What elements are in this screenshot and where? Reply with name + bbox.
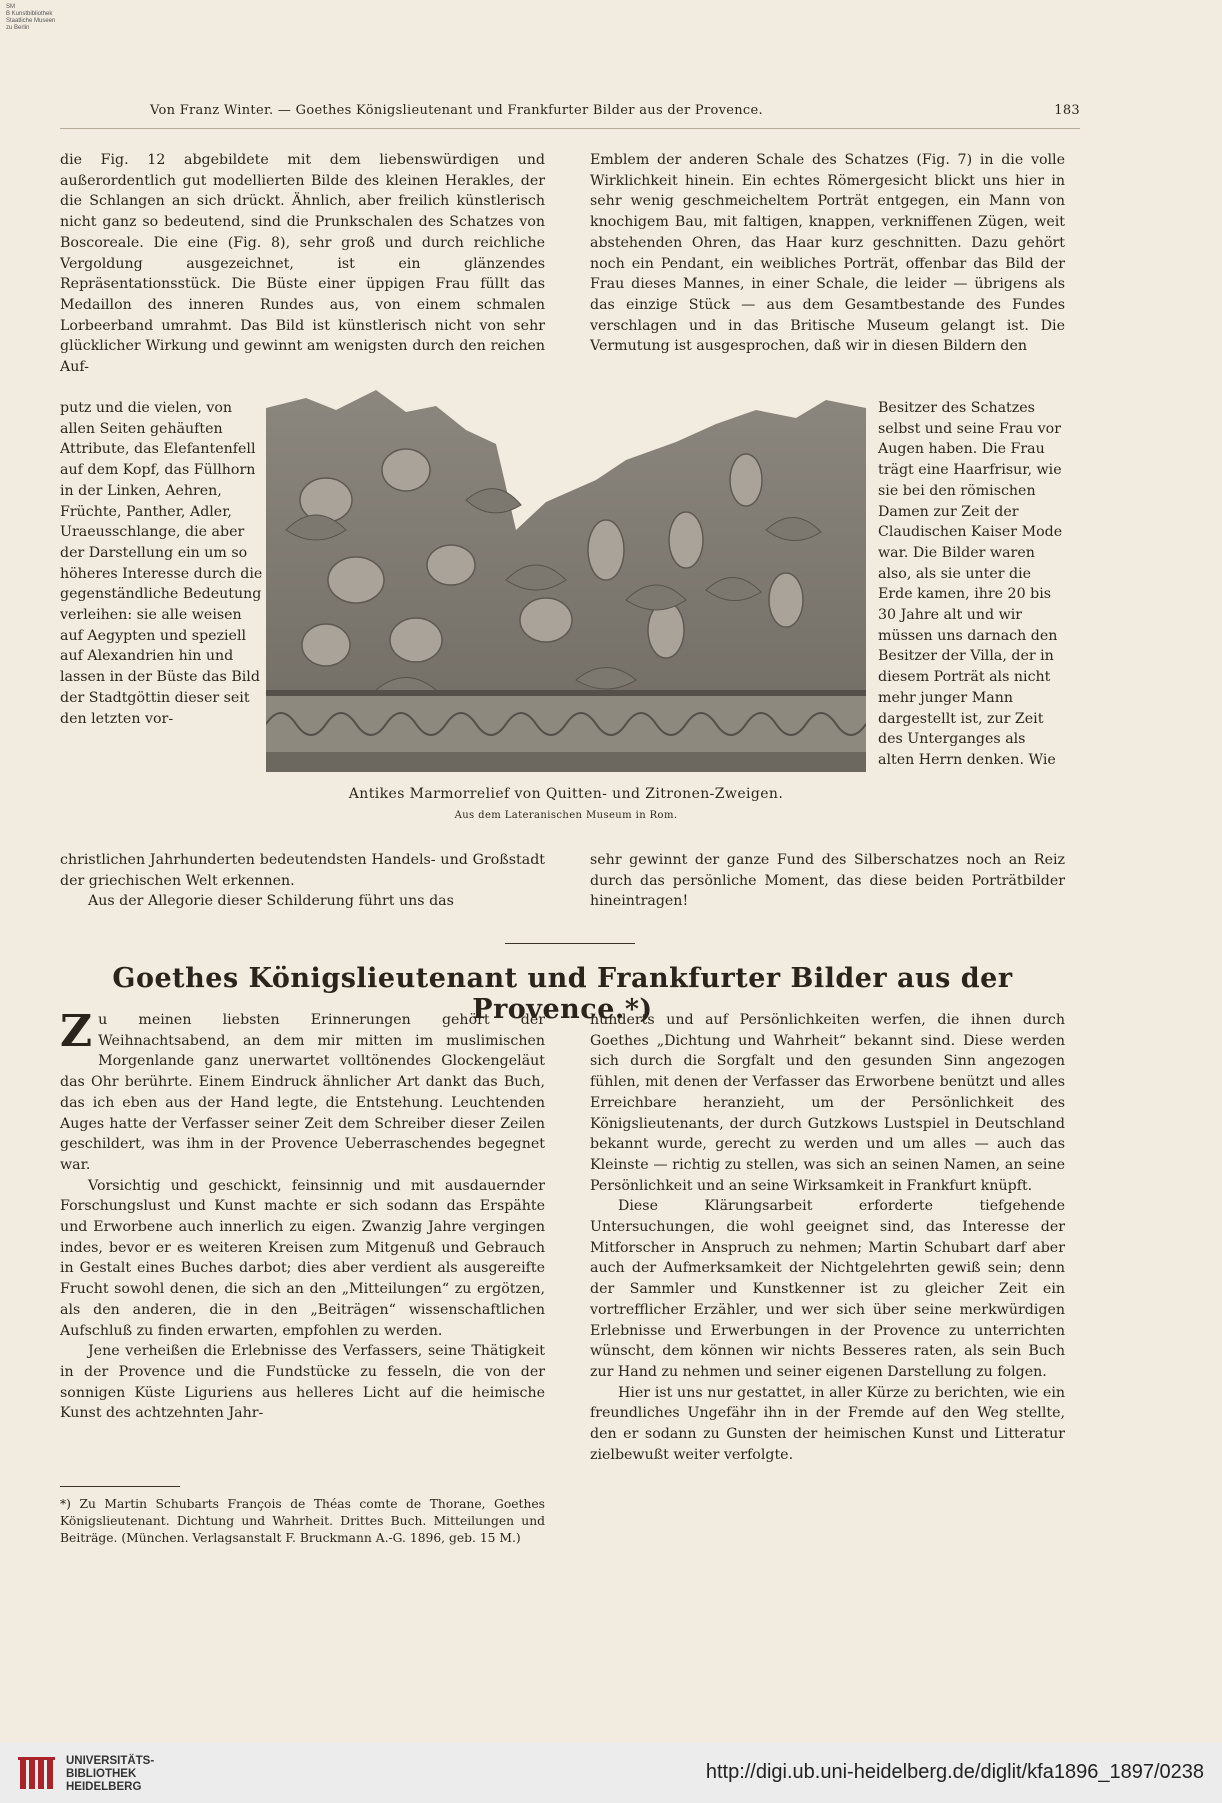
running-head xyxy=(150,103,1080,118)
right-column-top xyxy=(590,150,1065,357)
paragraph xyxy=(60,1006,545,1176)
footnote: *) Zu Martin Schubarts François de Théas comte de Thorane, Goethes Königslieutenant. Dichtung und Wahrheit. Drittes Buch. Mitteilungen und Beiträge. (München. Verlagsanstalt F. Bruckmann A.-G. 1896, geb. 15 M.) xyxy=(60,1497,545,1545)
article-title: Goethes Königslieutenant und Frankfurter Bilder aus der Provence.*) xyxy=(112,963,1013,1025)
library-name xyxy=(66,1755,154,1794)
paragraph: Vorsichtig und geschickt, feinsinnig und mit ausdauernder Forschungslust und Kunst machte er sich sodann das Erspähte und Erworbene auch innerlich zu eigen. Zwanzig Jahre vergingen indes, bevor er es weiteren Kreisen zum Mitgenuß und Gebrauch in Gestalt eines Buches darbot; dies aber verdient als ausgereifte Frucht sowohl denen, die sich an den „Mitteilungen“ zu ergötzen, als den anderen, die in den „Beiträgen“ wissenschaftlichen Aufschluß zu finden erwarten, empfohlen zu werden. xyxy=(60,1177,545,1339)
running-title: Von Franz Winter. — Goethes Königslieutenant und Frankfurter Bilder aus der Provence. xyxy=(150,103,763,118)
paragraph: Jene verheißen die Erlebnisse des Verfassers, seine Thätigkeit in der Provence und die Fundstücke zu fesseln, die von der sonnigen Küste Liguriens aus helleres Licht auf die heimische Kunst des achtzehnten Jahr- xyxy=(60,1343,545,1422)
library-name-line: HEIDELBERG xyxy=(66,1781,142,1793)
library-name-line: UNIVERSITÄTS- xyxy=(66,1755,155,1767)
right-wrap-text xyxy=(878,398,1065,771)
left-wrap-text xyxy=(60,398,265,729)
paragraph: hunderts und auf Persönlichkeiten werfen, die ihnen durch Goethes „Dichtung und Wahrheit“ bekannt sind. Diese werden sich durch die Sorgfalt und den gesunden Sinn angezogen fühlen, mit denen der Verfasser das Erworbene benützt und alles Erreichbare heranzieht, um der Persönlichkeit des Königslieutenants, der durch Gutzkows Lustspiel in Deutschland bekannt wurde, gerecht zu werden und um alles — auch das Kleinste — richtig zu stellen, was sich an seinen Namen, an seine Persönlichkeit und an seine Wirksamkeit in Frankfurt knüpft. xyxy=(590,1012,1065,1194)
article-right-column xyxy=(590,1010,1065,1465)
paragraph: Emblem der anderen Schale des Schatzes (Fig. 7) in die volle Wirklichkeit hinein. Ein echtes Römergesicht blickt uns hier in sehr wenig geschmeicheltem Porträt entgegen, ein Mann von knochigem Bau, mit faltigen, knappen, verkniffenen Zügen, weit abstehenden Ohren, das Haar kurz geschnitten. Dazu gehört noch ein Pendant, ein weibliches Porträt, offenbar das Bild der Frau dieses Mannes, in einer Schale, die leider — übrigens als das einzige Stück — aus dem Gesamtbestande des Fundes verschlagen und in das Britische Museum gelangt ist. Die Vermutung ist ausgesprochen, daß wir in diesen Bildern den xyxy=(590,152,1065,355)
paragraph-text: u meinen liebsten Erinnerungen gehört der Weihnachtsabend, an dem mir mitten im muslimischen Morgenlande ganz unerwartet volltönendes Glockengeläut das Ohr berührte. Einem Eindruck ähnlicher Art dankt das Buch, das ich eben aus der Hand legte, die Entstehung. Leuchtenden Auges hatte der Verfasser seiner Zeit dem Schreiber dieser Zeilen geschildert, was ihm in der Provence Ueberraschendes begegnet war. xyxy=(60,1012,545,1173)
drop-cap: Z xyxy=(60,1006,93,1057)
left-column-top xyxy=(60,150,545,378)
page-number: 183 xyxy=(1054,103,1080,118)
paragraph: Diese Klärungsarbeit erforderte tiefgehende Untersuchungen, die wohl geeignet sind, das Interesse der Mitforscher in Anspruch zu nehmen; Martin Schubart darf aber auch der Aufmerksamkeit der Nichtgelehrten gewiß sein; denn der Sammler und Kunstkenner ist zu gleicher Zeit ein vortrefflicher Erzähler, und wer sich über seine merkwürdigen Erlebnisse und Erwerbungen in der Provence zu unterrichten wünscht, dem können wir nichts Besseres raten, als sein Buch zur Hand zu nehmen und seiner eigenen Darstellung zu folgen. xyxy=(590,1198,1065,1380)
left-column-end xyxy=(60,850,545,912)
paragraph: sehr gewinnt der ganze Fund des Silberschatzes noch an Reiz durch das persönliche Moment, das diese beiden Porträtbilder hineintragen! xyxy=(590,852,1065,910)
right-column-end xyxy=(590,850,1065,912)
university-library-logo-icon xyxy=(18,1755,58,1793)
paragraph: christlichen Jahrhunderten bedeutendsten Handels- und Großstadt der griechischen Welt erkennen. xyxy=(60,852,545,889)
paragraph: Hier ist uns nur gestattet, in aller Kürze zu berichten, wie ein freundliches Ungefähr ihn in der Fremde auf den Weg stellte, den er sodann zu Gunsten der heimischen Kunst und Litteratur zielbewußt weiter verfolgte. xyxy=(590,1384,1065,1463)
figure-credit: Aus dem Lateranischen Museum in Rom. xyxy=(454,810,678,821)
paragraph: die Fig. 12 abgebildete mit dem liebenswürdigen und außerordentlich gut modellierten Bilde des kleinen Herakles, der die Schlangen an sich drückt. Ähnlich, aber freilich künstlerisch nicht ganz so bedeutend, sind die Prunkschalen des Schatzes von Boscoreale. Die eine (Fig. 8), sehr groß und durch reichliche Vergoldung ausgezeichnet, ist ein glänzendes Repräsentationsstück. Die Büste einer üppigen Frau füllt das Medaillon des inneren Rundes aus, von einem schmalen Lorbeerband umrahmt. Das Bild ist künstlerisch nicht von sehr glücklicher Wirkung und gewinnt am wenigsten durch den reichen Auf- xyxy=(60,152,545,376)
article-left-column xyxy=(60,1006,545,1424)
permalink-url[interactable]: http://digi.ub.uni-heidelberg.de/diglit/kfa1896_1897/0238 xyxy=(705,1761,1204,1783)
library-stamp: SM B Kunstbibliothek Staatliche Museen zu Berlin xyxy=(6,4,56,31)
paragraph: Aus der Allegorie dieser Schilderung führt uns das xyxy=(88,893,454,910)
footer-bar xyxy=(0,1743,1222,1803)
section-divider xyxy=(505,943,635,944)
paragraph: Besitzer des Schatzes selbst und seine Frau vor Augen haben. Die Frau trägt eine Haarfrisur, wie sie bei den römischen Damen zur Zeit der Claudischen Kaiser Mode war. Die Bilder waren also, als sie unter die Erde kamen, ihre 20 bis 30 Jahre alt und wir müssen uns darnach den Besitzer der Villa, der in diesem Porträt als nicht mehr junger Mann dargestellt ist, zur Zeit des Unterganges als alten Herrn denken. Wie xyxy=(878,400,1063,768)
figure-caption: Antikes Marmorrelief von Quitten- und Zitronen-Zweigen. xyxy=(348,786,784,802)
marble-relief-image xyxy=(266,390,866,772)
footnote-rule xyxy=(60,1486,180,1487)
paragraph: putz und die vielen, von allen Seiten gehäuften Attribute, das Elefantenfell auf dem Kopf, das Füllhorn in der Linken, Aehren, Früchte, Panther, Adler, Uraeusschlange, die aber der Darstellung ein um so höheres Interesse durch die gegenständliche Bedeutung verleihen: sie alle weisen auf Aegypten und speziell auf Alexandrien hin und lassen in der Büste das Bild der Stadtgöttin dieser seit den letzten vor- xyxy=(60,400,263,727)
header-rule xyxy=(60,128,1080,129)
library-name-line: BIBLIOTHEK xyxy=(66,1768,137,1780)
